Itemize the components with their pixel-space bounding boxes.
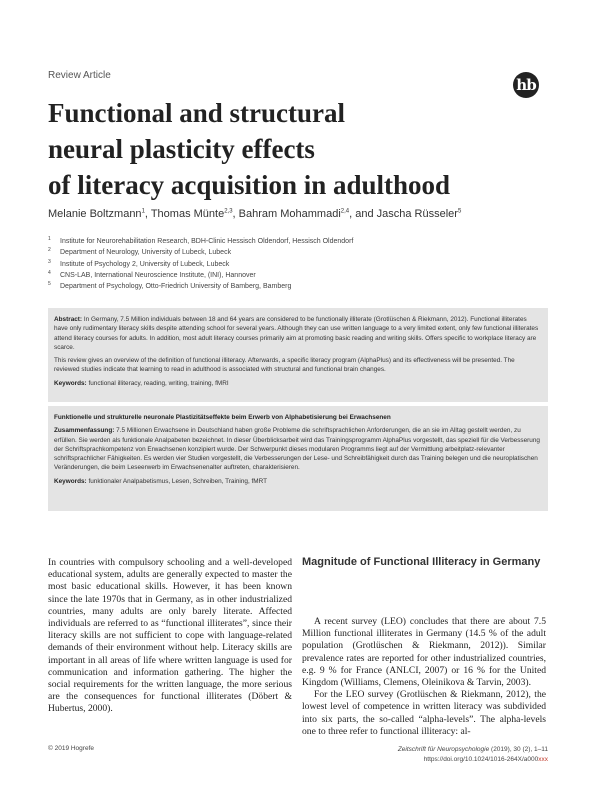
- german-summary-paragraph: [54, 426, 542, 472]
- title-line-3: of literacy acquisition in adulthood: [48, 170, 451, 200]
- summary-label: Zusammenfassung:: [54, 427, 115, 435]
- abstract-paragraph: [54, 315, 542, 352]
- title-line-2: neural plasticity effects: [48, 134, 315, 164]
- author-separator: , and: [349, 208, 377, 220]
- affiliation-text: CNS-LAB, International Neuroscience Institute, (INI), Hannover: [60, 271, 256, 279]
- author-affil-ref: 5: [457, 208, 462, 215]
- article-title: [48, 95, 518, 203]
- keywords-label: Keywords:: [54, 379, 87, 387]
- german-title-paragraph: [54, 413, 542, 422]
- author-name: Bahram Mohammadi: [238, 208, 341, 220]
- abstract-text: This review gives an overview of the definition of functional illiteracy. Afterwards, a specific literacy program (AlphaPlus) and its effectiveness will be presented. The reviewed studies indicate that learning to read in adulthood is associated with structural and functional brain changes.: [54, 357, 515, 374]
- affiliation-list: [48, 236, 568, 292]
- affiliation-number: 4: [48, 269, 51, 276]
- author-separator: ,: [232, 208, 239, 220]
- journal-citation: [300, 745, 548, 764]
- abstract-paragraph: [54, 356, 542, 375]
- affiliation-number: 3: [48, 258, 51, 265]
- title-line-1: Functional and structural: [48, 98, 346, 128]
- keywords-text: funktionaler Analpabetismus, Lesen, Schreiben, Training, fMRT: [88, 477, 268, 485]
- affiliation-item: [48, 236, 568, 247]
- author-name: Jascha Rüsseler: [376, 208, 458, 220]
- author-affil-ref: 1: [141, 208, 145, 215]
- affiliation-number: 1: [48, 236, 51, 242]
- abstract-text: In Germany, 7.5 Million individuals between 18 and 64 years are considered to be functionally illiterate (Grotlüschen & Riekmann, 2012). Functional illiterates have only rudimentary literacy skills despite attending school for several years. Although they can use written language to a very limited extent, only few functional illiterates attend literacy courses for adults. In addition, most adult literacy courses primarily aim at promoting basic reading and writing skills. Offers specific to workplace literacy are scarce.: [54, 316, 539, 351]
- affiliation-text: Institute of Psychology 2, University of Lubeck, Lubeck: [60, 260, 230, 268]
- author-list: [48, 208, 568, 220]
- body-paragraph: A recent survey (LEO) concludes that there are about 7.5 Million functional illiterates in Germany (14.5 % of the adult population (Grotlüschen & Riekmann, 2012)). Similar prevalence rates are reported for other industrialized countries, e.g. 9 % for France (ANLCI, 2007) or 16 % for the United Kingdom (Williams, Clemens, Oleinikova & Tarvin, 2003).: [302, 616, 546, 689]
- author-affil-ref: 2,4: [340, 208, 350, 215]
- body-paragraph: For the LEO survey (Grotlüschen & Riekmann, 2012), the lowest level of competence in written literacy was subdivided into six parts, the so-called “alpha-levels”. The alpha-levels one to three refer to functional illiteracy: al-: [302, 689, 546, 737]
- author-name: Melanie Boltzmann: [48, 208, 142, 220]
- publisher-logo-icon: hb: [513, 72, 539, 98]
- abstract-box: [48, 308, 548, 402]
- german-keywords: [54, 477, 542, 486]
- affiliation-text: Department of Psychology, Otto-Friedrich University of Bamberg, Bamberg: [60, 283, 292, 291]
- summary-text: 7.5 Millionen Erwachsene in Deutschland haben große Probleme die schriftsprachlichen Anforderungen, die an sie im Alltag gestellt werden, zu erfüllen. Sie werden als funktionale Analpabeten bezeichnet. In dieser Überblicksarbeit wird das Trainingsprogramm AlphaPlus vorgestellt, das speziell für die Verbesserung der Schriftsprachkompetenz von Erwachsenen konzipiert wurde. Der Schwerpunkt dieses modularen Programms liegt auf der Vermittlung arbeitplatz-relevanter schriftsprachlicher Fähigkeiten. Es werden vier Studien vorgestellt, die Verbesserungen der Lese- und Schreibfähigkeit durch das Training belegen und die neuroplatischen Veränderungen, die beim Leseerwerb im Erwachsenenalter auftreten, charakterisieren.: [54, 427, 540, 472]
- author-affil-ref: 2,3: [224, 208, 233, 215]
- author-separator: ,: [144, 208, 151, 220]
- affiliation-item: [48, 270, 568, 281]
- abstract-keywords: [54, 379, 542, 388]
- german-abstract-box: [48, 406, 548, 511]
- journal-name: Zeitschrift für Neuropsychologie: [397, 746, 490, 753]
- keywords-text: functional illiteracy, reading, writing, training, fMRI: [88, 379, 229, 387]
- section-heading: Magnitude of Functional Illiteracy in Germany: [302, 556, 541, 568]
- doi-link[interactable]: https://doi.org/10.1024/1016-264X/a000: [423, 755, 539, 763]
- keywords-label: Keywords:: [54, 477, 87, 485]
- article-type: Review Article: [48, 70, 111, 81]
- body-column-right: [302, 616, 546, 738]
- body-paragraph: In countries with compulsory schooling and a well-developed educational system, adults are generally expected to master the most basic educational skills. However, it has been known since the late 1970s that in Germany, as in other industrialized countries, many adults are only barely literate. Affected individuals are referred to as “functional illiterates”, since their literacy skills are not sufficient to cope with language-related demands of their environment without help. Literacy skills are important in all areas of life where written language is used for communication and information gathering. The higher the social requirements for the written language, the more serious are the consequences for functional illiterates (Döbert & Hubertus, 2000).: [48, 557, 292, 715]
- affiliation-number: 2: [48, 247, 51, 254]
- copyright-notice: © 2019 Hogrefe: [48, 745, 94, 752]
- affiliation-number: 5: [48, 281, 51, 288]
- affiliation-text: Institute for Neurorehabilitation Research, BDH-Clinic Hessisch Oldendorf, Hessisch Oldendorf: [60, 238, 354, 245]
- affiliation-item: [48, 247, 568, 258]
- affiliation-item: [48, 259, 568, 270]
- german-title: Funktionelle und strukturelle neuronale Plastizitätseffekte beim Erwerb von Alphabetisierung bei Erwachsenen: [54, 414, 391, 421]
- affiliation-item: [48, 281, 568, 292]
- citation-details: (2019), 30 (2), 1–11: [489, 746, 548, 753]
- abstract-label: Abstract:: [54, 316, 83, 323]
- author-name: Thomas Münte: [150, 208, 225, 220]
- affiliation-text: Department of Neurology, University of Lubeck, Lubeck: [60, 249, 232, 257]
- doi-suffix: xxx: [538, 755, 548, 763]
